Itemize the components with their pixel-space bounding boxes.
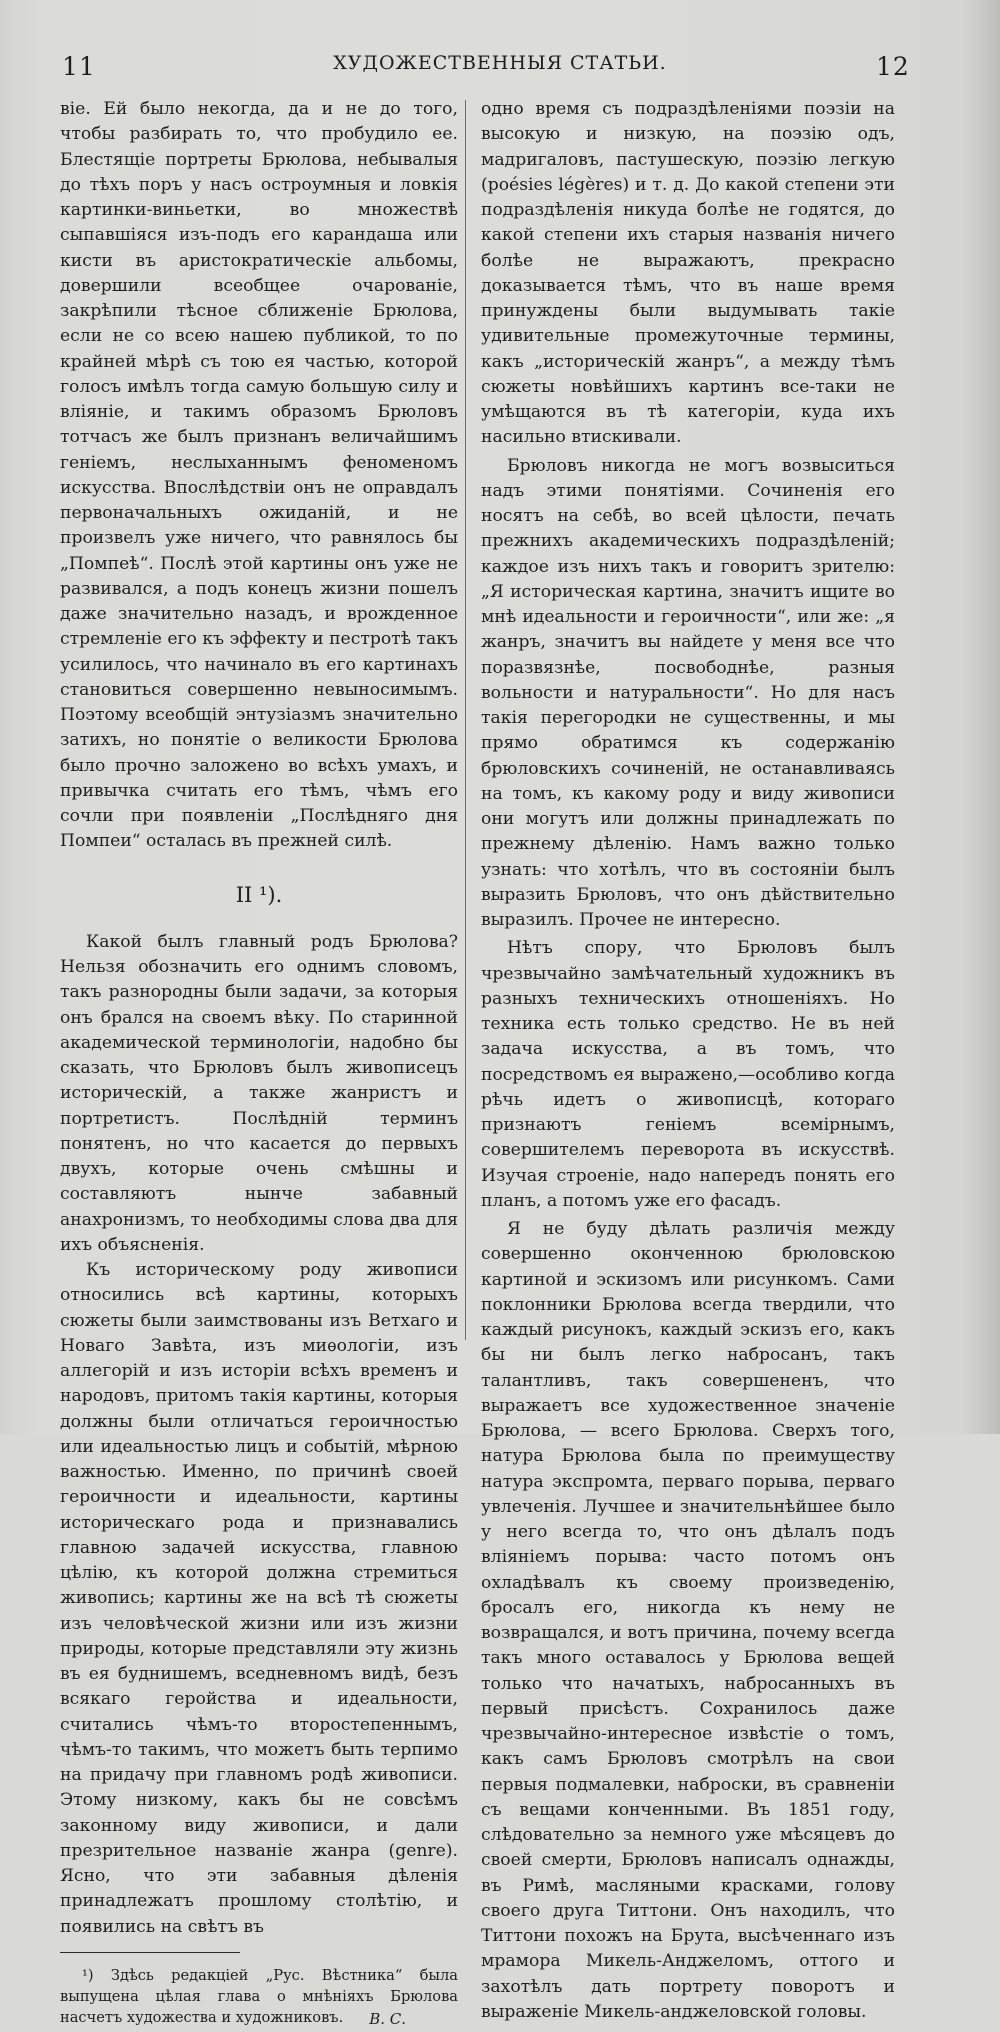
- running-head-title: ХУДОЖЕСТВЕННЫЯ СТАТЬИ.: [333, 52, 667, 74]
- right-column: [481, 97, 895, 2025]
- left-column: [60, 97, 458, 2032]
- page-number-right: 12: [876, 52, 910, 81]
- right-paragraph-1: одно время съ подраздѣленіями поэзіи на высокую и низкую, на поэзію одъ, мадригаловъ, пастушескую, поэзію легкую (poésies légères) и т. д. До какой степени эти подраздѣленія никуда болѣе не годятся, до какой степени ихъ старыя названія ничего болѣе не выражаютъ, прекрасно доказывается тѣмъ, что въ наше время принуждены были выдумывать такіе удивительные промежуточные термины, какъ „историческій жанръ“, а между тѣмъ сюжеты новѣйшихъ картинъ все-таки не умѣщаются въ тѣ категоріи, куда ихъ насильно втискивали.: [481, 99, 895, 448]
- left-paragraph-2: Какой былъ главный родъ Брюлова? Нельзя обозначить его однимъ словомъ, такъ разнородны были задачи, за которыя онъ брался на своемъ вѣку. По старинной академической терминологіи, надобно бы сказать, что Брюловъ былъ живописецъ историческій, а также жанристъ и портретистъ. Послѣдній терминъ понятенъ, но что касается до первыхъ двухъ, которые очень смѣшны и составляютъ нынче забавный анахронизмъ, то необходимы слова два для ихъ объясненія.: [60, 931, 458, 1255]
- right-paragraph-4: Я не буду дѣлать различія между совершенно оконченною брюловскою картиной и эскизомъ или рисункомъ. Сами поклонники Брюлова всегда твердили, что каждый рисунокъ, каждый эскизъ его, какъ бы ни былъ легко набросанъ, такъ талантливъ, такъ совершененъ, что выражаетъ все художественное значеніе Брюлова, — всего Брюлова. Сверхъ того, натура Брюлова была по преимуществу натура экспромта, перваго порыва, перваго увлеченія. Лучшее и значительнѣйшее было у него всегда то, что онъ дѣлалъ подъ вліяніемъ порыва: часто потомъ онъ охладѣвалъ къ своему произведенію, бросалъ его, никогда къ нему не возвращался, и вотъ причина, почему всегда такъ много оставалось у Брюлова вещей только что начатыхъ, набросанныхъ въ первый присѣстъ. Сохранилось даже чрезвычайно-интересное извѣстіе о томъ, какъ самъ Брюловъ смотрѣлъ на свои первыя подмалевки, наброски, въ сравненіи съ вещами конченными. Въ 1851 году, слѣдовательно за немного уже мѣсяцевъ до своей смерти, Брюловъ написалъ однажды, въ Римѣ, масляными красками, голову своего друга Титтони. Онъ находилъ, что Титтони похожъ на Брута, высѣченнаго изъ мрамора Микель-Анджеломъ, оттого и захотѣлъ дать портрету поворотъ и выраженіе Микель-анджеловской головы.: [481, 1219, 895, 2022]
- section-heading: II ¹).: [235, 882, 283, 907]
- footnote-signature: В. С.: [369, 2009, 406, 2028]
- page-number-left: 11: [62, 52, 96, 81]
- column-divider: [465, 100, 466, 1340]
- footnote-rule: [60, 1952, 240, 1953]
- footnote-text: ¹) Здѣсь редакціей „Рус. Вѣстника“ была выпущена цѣлая глава о мнѣніяхъ Брюлова насчетъ художества и художниковъ.: [60, 1966, 458, 2026]
- left-paragraph-3: Къ историческому роду живописи относились всѣ картины, которыхъ сюжеты были заимствованы изъ Ветхаго и Новаго Завѣта, изъ миѳологіи, изъ аллегорій и изъ исторіи всѣхъ временъ и народовъ, притомъ такія картины, которыя должны были отличаться героичностью или идеальностью лицъ и событій, мѣрною важностью. Именно, по причинѣ своей героичности и идеальности, картины историческаго рода и признавались главною задачей искусства, главною цѣлію, къ которой должна стремиться живопись; картины же на всѣ тѣ сюжеты изъ человѣческой жизни или изъ жизни природы, которые представляли эту жизнь въ ея буднишемъ, вседневномъ видѣ, безъ всякаго геройства и идеальности, считались чѣмъ-то второстепеннымъ, чѣмъ-то такимъ, что можетъ быть терпимо на придачу при главномъ родѣ живописи. Этому низкому, какъ бы не совсѣмъ законному виду живописи, и дали презрительное названіе жанра (genre). Ясно, что эти забавныя дѣленія принадлежатъ прошлому столѣтію, и появились на свѣтъ въ: [60, 1260, 458, 1937]
- right-paragraph-3: Нѣтъ спору, что Брюловъ былъ чрезвычайно замѣчательный художникъ въ разныхъ техническихъ отношеніяхъ. Но техника есть только средство. Не въ ней задача искусства, а въ томъ, что посредствомъ ея выражено,—особливо когда рѣчь идетъ о живописцѣ, котораго признаютъ геніемъ всемірнымъ, совершителемъ переворота въ искусствѣ. Изучая строеніе, надо напередъ понять его планъ, а потомъ уже его фасадъ.: [481, 938, 895, 1211]
- right-paragraph-2: Брюловъ никогда не могъ возвыситься надъ этими понятіями. Сочиненія его носятъ на себѣ, во всей цѣлости, печать прежнихъ академическихъ подраздѣленій; каждое изъ нихъ такъ и говоритъ зрителю: „Я историческая картина, значитъ ищите во мнѣ идеальности и героичности“, или же: „я жанръ, значитъ вы найдете у меня все что поразвязнѣе, посвободнѣе, разныя вольности и натуральности“. Но для насъ такія перегородки не существенны, и мы прямо обратимся къ содержанію брюловскихъ сочиненій, не останавливаясь на томъ, къ какому роду и виду живописи они могутъ или должны принадлежать по прежнему дѣленію. Намъ важно только узнать: что хотѣлъ, что въ состояніи былъ выразить Брюловъ, что онъ дѣйствительно выразилъ. Прочее не интересно.: [481, 455, 895, 930]
- left-paragraph-1: віе. Ей было некогда, да и не до того, чтобы разбирать то, что пробудило ее. Блестящіе портреты Брюлова, небывалыя до тѣхъ поръ у насъ остроумныя и ловкія картинки-виньетки, во множествѣ сыпавшіяся изъ-подъ его карандаша или кисти въ аристократическіе альбомы, довершили всеобщее очарованіе, закрѣпили тѣсное сближеніе Брюлова, если не со всею нашею публикой, то по крайней мѣрѣ съ тою ея частью, которой голосъ имѣлъ тогда самую большую силу и вліяніе, и такимъ образомъ Брюловъ тотчасъ же былъ признанъ величайшимъ геніемъ, неслыханнымъ феноменомъ искусства. Впослѣдствіи онъ не оправдалъ первоначальныхъ ожиданій, и не произвелъ уже ничего, что равнялось бы „Помпеѣ“. Послѣ этой картины онъ уже не развивался, а подъ конецъ жизни пошелъ даже значительно назадъ, и врожденное стремленіе его къ эффекту и пестротѣ такъ усилилось, что начинало въ его картинахъ становиться совершенно невыносимымъ. Поэтому всеобщій энтузіазмъ значительно затихъ, но понятіе о великости Брюлова было прочно заложено во всѣхъ умахъ, и привычка считать его тѣмъ, чѣмъ его сочли при появленіи „Послѣдняго дня Помпеи“ осталась въ прежней силѣ.: [60, 99, 458, 852]
